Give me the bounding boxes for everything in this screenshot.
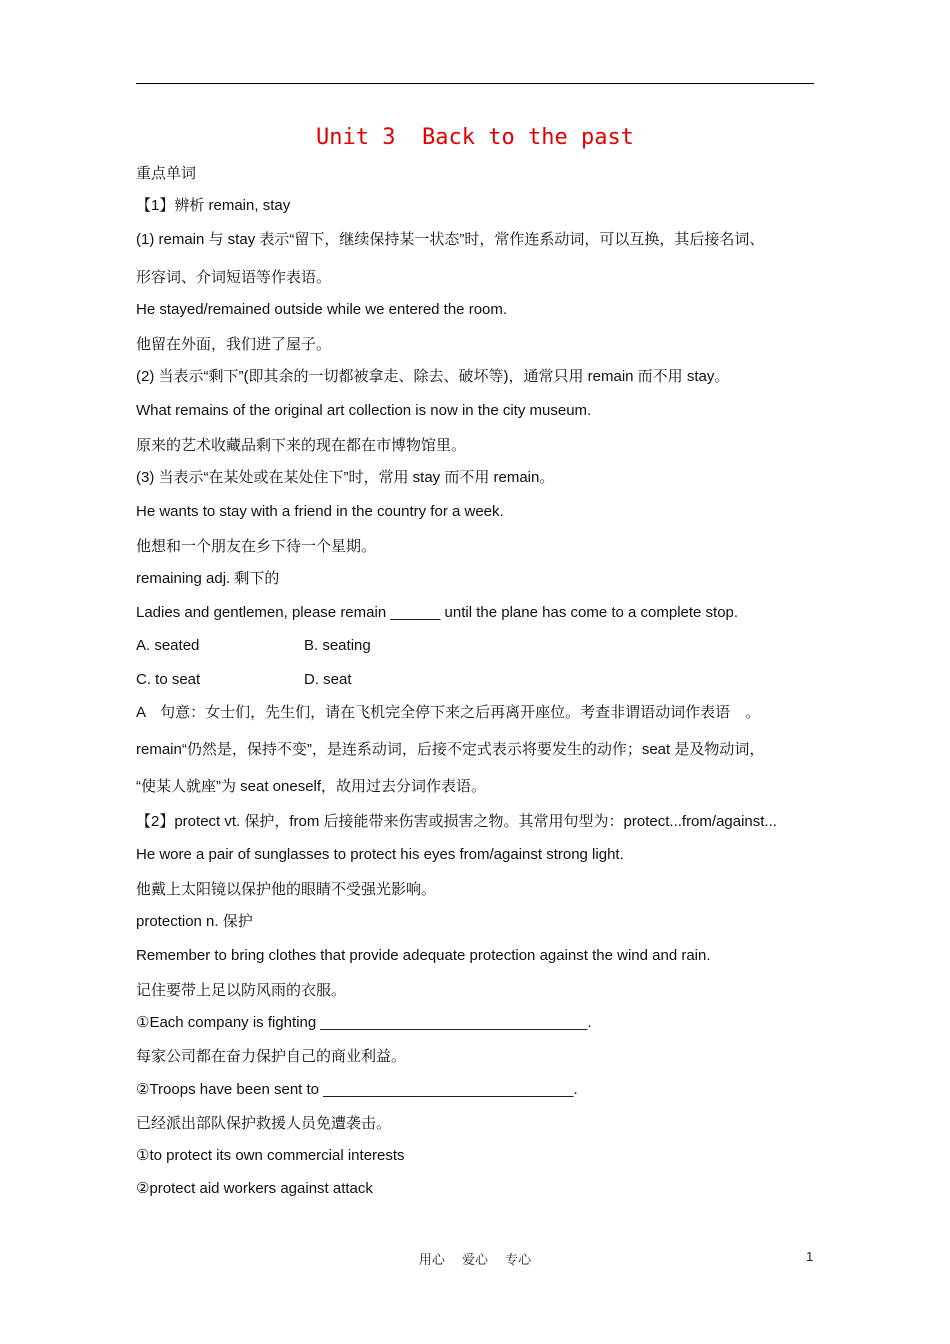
vocab-line: protection n. 保护 — [136, 913, 253, 930]
answer-explanation: remain“仍然是，保持不变”，是连系动词，后接不定式表示将要发生的动作；seat 是及物动词， — [136, 741, 765, 758]
option-a: A. seated — [136, 637, 200, 654]
item-heading: 【2】protect vt. 保护，from 后接能带来伤害或损害之物。其常用句型为：protect...from/against... — [136, 813, 777, 830]
text-line: (1) remain 与 stay 表示“留下，继续保持某一状态”时，常作连系动词，可以互换，其后接名词、 — [136, 231, 765, 248]
example-sentence: He wore a pair of sunglasses to protect his eyes from/against strong light. — [136, 846, 624, 863]
header-rule — [136, 83, 814, 84]
item-heading: 【1】辨析 remain, stay — [136, 197, 291, 214]
answer-line: ②protect aid workers against attack — [136, 1180, 373, 1197]
footer-motto: 用心 爱心 专心 — [418, 1253, 532, 1268]
example-sentence: Remember to bring clothes that provide adequate protection against the wind and rain. — [136, 947, 711, 964]
translation-line: 每家公司都在奋力保护自己的商业利益。 — [136, 1047, 407, 1065]
page-number: 1 — [806, 1249, 814, 1264]
exercise-question: Ladies and gentlemen, please remain ______ until the plane has come to a complete stop. — [136, 604, 739, 621]
exercise-question: ①Each company is fighting ________________________________. — [136, 1014, 592, 1031]
option-c: C. to seat — [136, 671, 201, 688]
translation-line: 他留在外面，我们进了屋子。 — [136, 335, 332, 353]
section-heading: 重点单词 — [136, 164, 197, 182]
answer-explanation: “使某人就座”为 seat oneself，故用过去分词作表语。 — [136, 778, 487, 795]
exercise-question: ②Troops have been sent to ______________________________. — [136, 1081, 578, 1098]
translation-line: 他想和一个朋友在乡下待一个星期。 — [136, 537, 377, 555]
translation-line: 原来的艺术收藏品剩下来的现在都在市博物馆里。 — [136, 436, 467, 454]
example-sentence: He stayed/remained outside while we entered the room. — [136, 301, 508, 318]
translation-line: 他戴上太阳镜以保护他的眼睛不受强光影响。 — [136, 880, 437, 898]
example-sentence: He wants to stay with a friend in the country for a week. — [136, 503, 504, 520]
option-b: B. seating — [304, 637, 371, 654]
translation-line: 记住要带上足以防风雨的衣服。 — [136, 981, 347, 999]
example-sentence: What remains of the original art collection is now in the city museum. — [136, 402, 592, 419]
answer-explanation: A 句意：女士们，先生们，请在飞机完全停下来之后再离开座位。考查非谓语动词作表语 。 — [136, 704, 761, 721]
vocab-line: remaining adj. 剩下的 — [136, 570, 280, 587]
answer-line: ①to protect its own commercial interests — [136, 1147, 405, 1164]
text-line: 形容词、介词短语等作表语。 — [136, 268, 332, 286]
page-title: Unit 3 Back to the past — [316, 125, 634, 150]
translation-line: 已经派出部队保护救援人员免遭袭击。 — [136, 1114, 392, 1132]
text-line: (3) 当表示“在某处或在某处住下”时，常用 stay 而不用 remain。 — [136, 469, 555, 486]
option-d: D. seat — [304, 671, 352, 688]
text-line: (2) 当表示“剩下”(即其余的一切都被拿走、除去、破坏等)，通常只用 remain 而不用 stay。 — [136, 368, 730, 385]
